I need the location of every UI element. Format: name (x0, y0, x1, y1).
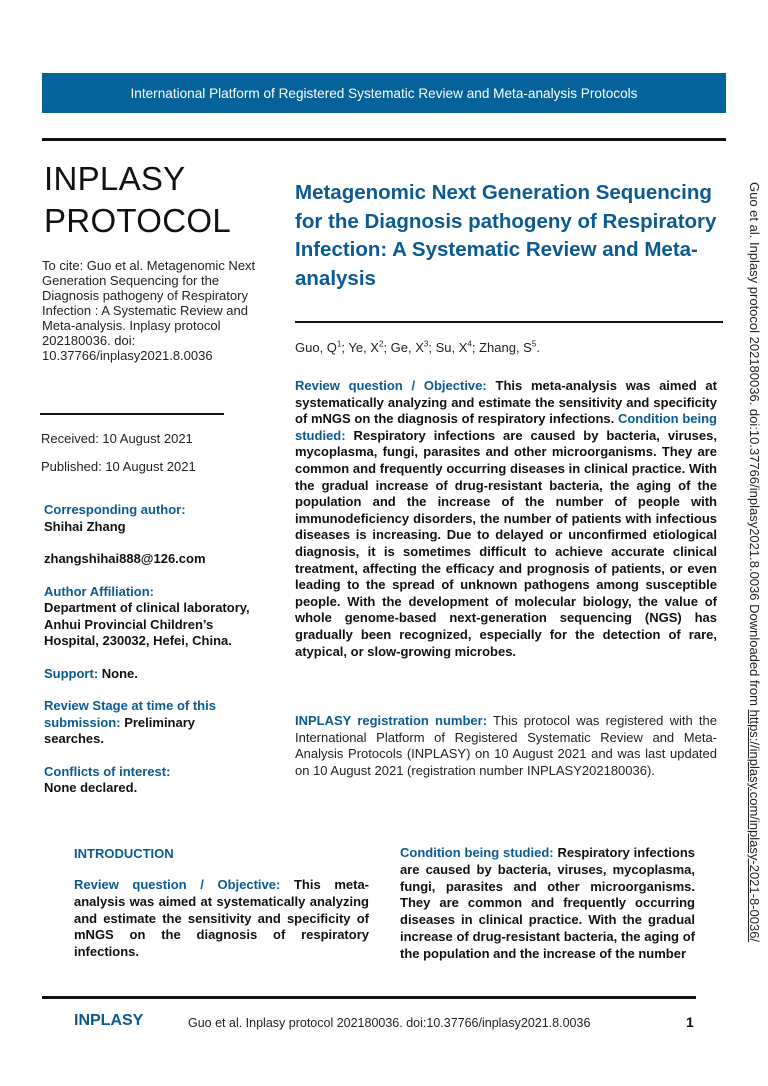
support-block (44, 666, 254, 683)
header-banner (42, 73, 726, 113)
intro-condition-label: Condition being studied: (400, 845, 554, 860)
affiliation-block (44, 584, 254, 650)
top-divider (42, 138, 726, 141)
published-date: Published: 10 August 2021 (41, 459, 196, 474)
abstract (295, 378, 717, 660)
footer-divider (42, 996, 696, 999)
title-divider (295, 321, 723, 323)
corresponding-author-label: Corresponding author: (44, 502, 186, 517)
download-link[interactable]: https://inplasy.com/inplasy-2021-8-0036/ (747, 709, 762, 943)
author: Ge, $X^3$; (390, 340, 436, 356)
watermark-text: Guo et al. Inplasy protocol 202180036. doi:10.37766/inplasy2021.8.0036 Downloaded from (747, 182, 762, 710)
registration-block (295, 713, 717, 779)
registration-label: INPLASY registration number: (295, 713, 488, 728)
article-title: Metagenomic Next Generation Sequencing for the Diagnosis pathogeny of Respiratory Infection: A Systematic Review and Meta-analysis (295, 181, 717, 290)
received-date: Received: 10 August 2021 (41, 431, 193, 446)
corresponding-author-block (44, 502, 254, 535)
review-stage-value: Preliminary searches. (44, 714, 196, 746)
conflicts-label: Conflicts of interest: (44, 763, 171, 779)
citation-text: To cite: Guo et al. Metagenomic Next Generation Sequencing for the Diagnosis pathogeny of Respiratory Infection : A Systematic Review and Meta-analysis. Inplasy protocol 202180036. doi: 10.37766/inplasy2021.8.0036 (42, 258, 256, 363)
introduction-condition (400, 845, 695, 963)
intro-condition-text: Respiratory infections are caused by bacteria, viruses, mycoplasma, fungi, parasites and other microorganisms. They are common and frequently occurring diseases in clinical practice. With the gradual increase of drug-resistant bacteria, the aging of the population and the increase of the number (400, 845, 695, 961)
banner-text: International Platform of Registered Systematic Review and Meta-analysis Protocols (130, 85, 638, 101)
email-block (44, 551, 254, 568)
abstract-objective-text: This meta-analysis was aimed at systematically analyzing and estimate the sensitivity and specificity of mNGS on the diagnosis of respiratory infections. (295, 378, 717, 427)
abstract-objective-label: Review question / Objective: (295, 378, 487, 393)
brand-line-1: INPLASY (44, 160, 186, 197)
author: Ye, $X^2$; (348, 340, 391, 356)
intro-objective-text: This meta-analysis was aimed at systematically analyzing and estimate the sensitivity and specificity of mNGS on the diagnosis of respiratory infections. (74, 877, 369, 960)
brand-title (44, 158, 231, 242)
author: Guo, $Q^1$; (295, 340, 349, 356)
corresponding-author-name: Shihai Zhang (44, 518, 126, 534)
sidebar-metadata (44, 502, 254, 813)
dates-block (41, 431, 196, 487)
footer-citation: Guo et al. Inplasy protocol 202180036. doi:10.37766/inplasy2021.8.0036 (188, 1016, 591, 1030)
conflicts-block (44, 764, 254, 797)
review-stage-label: Review Stage at time of this submission: (44, 698, 216, 730)
author: Su, $X^4$; (435, 340, 480, 356)
affiliation-text: Department of clinical laboratory, Anhui Provincial Children’s Hospital, 230032, Hefei, China. (44, 600, 250, 648)
footer-brand: INPLASY (74, 1012, 144, 1029)
registration-text: This protocol was registered with the International Platform of Registered Systematic Review and Meta-Analysis Protocols (INPLASY) on 10 August 2021 and was last updated on 10 August 2021 (registration number INPLASY202180036). (295, 713, 718, 778)
review-stage-block (44, 698, 254, 748)
intro-objective-label: Review question / Objective: (74, 877, 281, 892)
conflicts-value: None declared. (44, 780, 138, 795)
author-email[interactable]: zhangshihai888@126.com (44, 551, 206, 566)
introduction-objective (74, 877, 369, 961)
abstract-condition-text: Respiratory infections are caused by bacteria, viruses, mycoplasma, fungi, parasites and other microorganisms. They are common and frequently occurring diseases in clinical practice. With the gradual increase of drug-resistant bacteria, the aging of the population and the increase of the number of people with immunodeficiency disorders, the number of patients with infectious diseases is increasing. Due to delayed or unconfirmed etiological diagnosis, it is sometimes difficult to achieve accurate clinical treatment, affecting the efficacy and prognosis of patients, or even leading to the spread of unknown pathogens among susceptible people. With the development of molecular biology, the value of whole genome-based next-generation sequencing (NGS) has gradually been recognized, especially for the detection of rare, atypical, or slow-growing microbes. (295, 427, 717, 659)
abstract-condition-label: Condition being studied: (295, 411, 717, 443)
citation-divider (40, 413, 224, 415)
brand-line-2: PROTOCOL (44, 202, 231, 239)
introduction-heading: INTRODUCTION (74, 846, 174, 861)
download-watermark (744, 182, 762, 942)
author-list (295, 340, 540, 355)
page-number: 1 (686, 1014, 694, 1030)
author: Zhang, $S^5$. (479, 340, 540, 356)
support-value: None. (101, 665, 138, 681)
support-label: Support: (44, 665, 99, 681)
affiliation-label: Author Affiliation: (44, 583, 154, 599)
